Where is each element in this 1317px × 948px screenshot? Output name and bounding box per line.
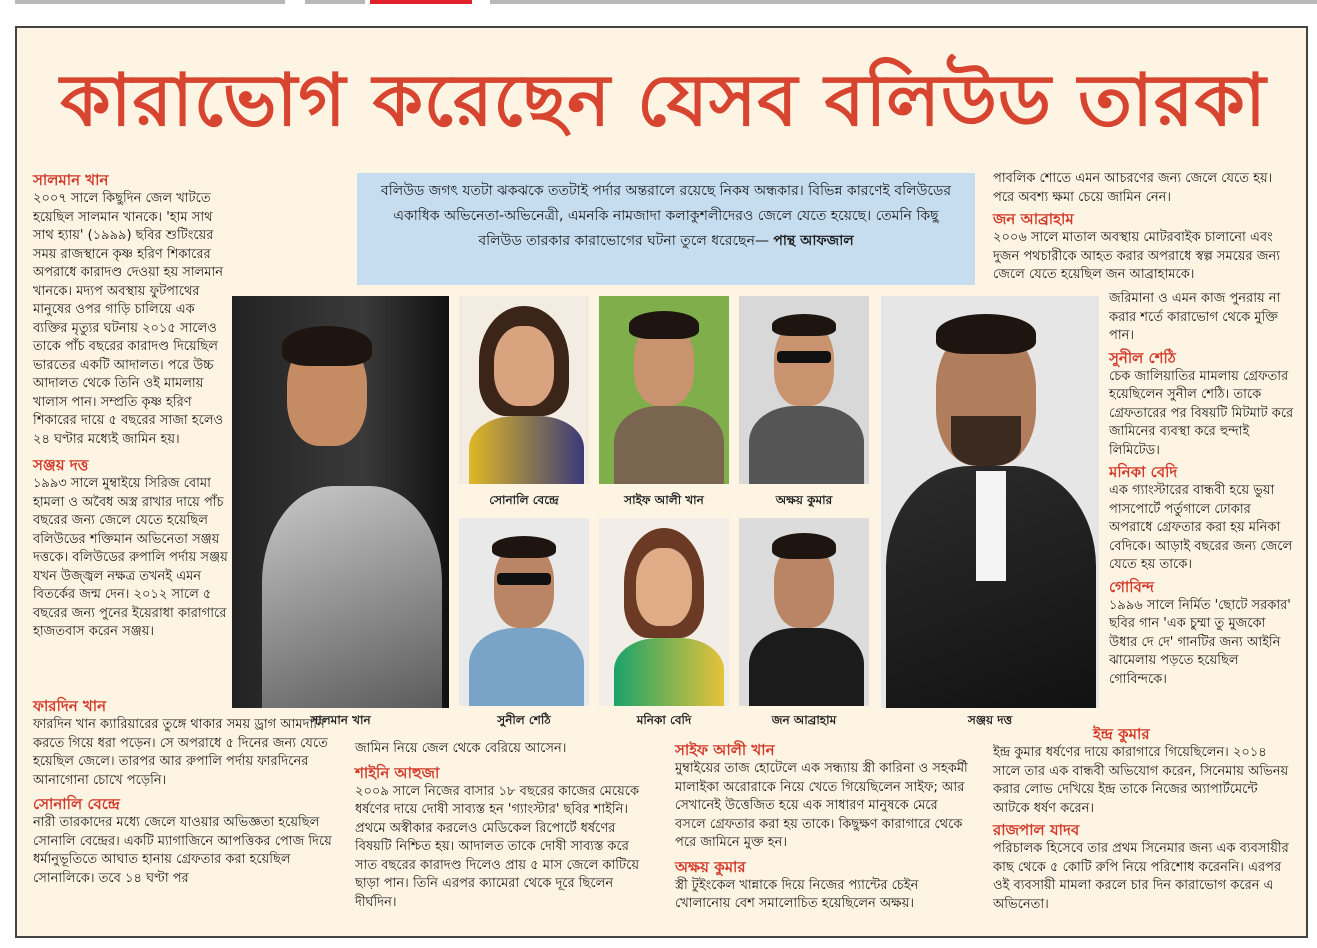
article-sonali: নারী তারকাদের মধ্যে জেলে যাওয়ার অভিজ্ঞতা হয়েছিল সোনালি বেন্দ্রের। একটি ম্যাগাজিনে আপত্তিকর পোজ দিয়ে ধর্মানুভূতিতে আঘাত হানায় গ্রেফতার করা হয়েছিল সোনালিকে। তবে ১৪ ঘণ্টা পর	[33, 815, 332, 886]
subhead-saif: সাইফ আলী খান	[675, 741, 775, 759]
photo-john	[739, 518, 869, 706]
subhead-sonali: সোনালি বেন্দ্রে	[33, 795, 120, 813]
photo-saif	[599, 296, 729, 484]
subhead-govinda: গোবিন্দ	[1109, 577, 1154, 596]
article-sonali-cont: জামিন নিয়ে জেল থেকে বেরিয়ে আসেন।	[355, 741, 567, 756]
caption-saif: সাইফ আলী খান	[624, 493, 704, 507]
headline: কারাভোগ করেছেন যেসব বলিউড তারকা	[60, 58, 1267, 142]
nav-segment-active[interactable]	[370, 0, 472, 4]
nav-segment[interactable]	[15, 0, 285, 4]
subhead-monica: মনিকা বেদি	[1109, 463, 1178, 481]
right-column-narrow	[1109, 290, 1295, 689]
intro-author: পান্থ আফজাল	[773, 233, 854, 249]
subhead-sanjay: সঞ্জয় দত্ত	[33, 456, 89, 474]
subhead-salman: সালমান খান	[33, 171, 109, 189]
photo-sonali	[459, 296, 589, 484]
nav-segment[interactable]	[490, 0, 1317, 4]
caption-salman: সালমান খান	[310, 713, 371, 727]
subhead-indra: ইন্দ্র কুমার	[1093, 725, 1150, 743]
article-shiney: ২০০৯ সালে নিজের বাসার ১৮ বছরের কাজের মেয়েকে ধর্ষণের দায়ে দোষী সাব্যস্ত হন 'গ্যাংস্টার' ছবির শাইনি। প্রথমে অস্বীকার করলেও মেডিকেল রিপোর্টে ধর্ষণের বিষয়টি নিশ্চিত হয়। আদালত তাকে দোষী সাব্যস্ত করে সাত বছরের কারাদণ্ড দিলেও প্রায় ৫ মাস জেলে কাটিয়ে ছাড়া পান। তিনি এরপর ক্যামেরা থেকে দূরে ছিলেন দীর্ঘদিন।	[355, 783, 640, 910]
subhead-shiney: শাইনি আহুজা	[355, 763, 440, 782]
article-indra: ইন্দ্র কুমার ধর্ষণের দায়ে কারাগারে গিয়েছিলেন। ২০১৪ সালে তার এক বান্ধবী অভিযোগ করেন, সিনেমায় অভিনয় করার লোভ দেখিয়ে ইন্দ্র তাকে নিজের অ্যাপার্টমেন্টে আটকে ধর্ষণ করেন।	[993, 745, 1289, 816]
caption-john: জন আব্রাহাম	[771, 713, 837, 727]
subhead-fardeen: ফারদিন খান	[33, 697, 107, 715]
article-monica: এক গ্যাংস্টারের বান্ধবী হয়ে ভুয়া পাসপোর্টে পর্তুগালে ঢোকার অপরাধে গ্রেফতার করা হয় মনিকা বেদিকে। আড়াই বছরের জন্য জেলে যেতে হয় তাকে।	[1109, 483, 1293, 572]
subhead-akshay: অক্ষয় কুমার	[675, 857, 746, 876]
subhead-rajpal: রাজপাল যাদব	[993, 821, 1080, 839]
middle-column-2	[675, 740, 971, 914]
right-column-top	[993, 170, 1293, 285]
photo-akshay	[739, 296, 869, 484]
photo-monica	[599, 518, 729, 706]
article-akshay-cont: পাবলিক শোতে এমন আচরণের জন্য জেলে যেতে হয়। পরে অবশ্য ক্ষমা চেয়ে জামিন নেন।	[993, 171, 1273, 205]
article-salman: ২০০৭ সালে কিছুদিন জেল খাটতে হয়েছিল সালমান খানকে। 'হাম সাথ সাথ হ্যায়' (১৯৯৯) ছবির শুটিংয়ের সময় রাজস্থানে কৃষ্ণ হরিণ শিকারের অপরাধে কারাদণ্ড দেওয়া হয় সালমান খানকে। মদ্যপ অবস্থায় ফুটপাথের মানুষের ওপর গাড়ি চালিয়ে এক ব্যক্তির মৃত্যুর ঘটনায় ২০১৫ সালেও তাকে পাঁচ বছরের কারাদণ্ড দিয়েছিল ভারতের একটি আদালত। পরে উচ্চ আদালত থেকে তিনি ওই মামলায় খালাস পান। সম্প্রতি কৃষ্ণ হরিণ শিকারের দায়ে ৫ বছরের সাজা হলেও ২৪ ঘণ্টার মধ্যেই জামিন হয়।	[33, 191, 224, 447]
caption-akshay: অক্ষয় কুমার	[775, 493, 833, 507]
caption-suniel: সুনীল শেঠি	[497, 713, 551, 727]
article-govinda: ১৯৯৬ সালে নির্মিত 'ছোটে সরকার' ছবির গান 'এক চুম্মা তু মুজকো উধার দে দে' গানটির জন্য আইনি ঝামেলায় পড়তে হয়েছিল গোবিন্দকে।	[1109, 597, 1291, 687]
photo-sanjay	[881, 296, 1099, 708]
photo-suniel	[459, 518, 589, 706]
caption-sanjay: সঞ্জয় দত্ত	[967, 713, 1013, 727]
subhead-john: জন আব্রাহাম	[993, 210, 1074, 228]
article-saif: মুম্বাইয়ের তাজ হোটেলে এক সন্ধ্যায় স্ত্রী কারিনা ও সহকর্মী মালাইকা অরোরাকে নিয়ে খেতে গিয়েছিলেন সাইফ; আর সেখানেই উত্তেজিত হয়ে এক সাধারণ মানুষকে মেরে বসলে গ্রেফতার করা হয় তাকে। কিছুক্ষণ কারাগারে থেকে পরে জামিনে মুক্ত হন।	[675, 761, 968, 850]
article-john-cont: জরিমানা ও এমন কাজ পুনরায় না করার শর্তে কারাভোগ থেকে মুক্তি পান।	[1109, 291, 1281, 343]
article-rajpal: পরিচালক হিসেবে তার প্রথম সিনেমার জন্য এক ব্যবসায়ীর কাছ থেকে ৫ কোটি রুপি নিয়ে পরিশোধ করেননি। এরপর ওই ব্যবসায়ী মামলা করলে চার দিন কারাভোগ করেন এ অভিনেতা।	[993, 841, 1289, 912]
article-sanjay: ১৯৯৩ সালে মুম্বাইয়ে সিরিজ বোমা হামলা ও অবৈধ অস্ত্র রাখার দায়ে পাঁচ বছরের জন্য জেলে যেতে হয়েছিল বলিউডের শক্তিমান অভিনেতা সঞ্জয় দত্তকে। বলিউডের রুপালি পর্দায় সঞ্জয় যখন উজ্জ্বল নক্ষত্র তখনই এমন বিতর্কের জন্ম দেন। ২০১২ সালে ৫ বছরের জন্য পুনের ইয়েরাধা কারাগারে হাজতবাস করেন সঞ্জয়।	[33, 476, 228, 639]
middle-column	[355, 740, 655, 912]
article-john: ২০০৬ সালে মাতাল অবস্থায় মোটরবাইক চালানো এবং দুজন পথচারীকে আহত করার অপরাধে স্বল্প সময়ের জন্য জেলে যেতে হয়েছিল জন আব্রাহামকে।	[993, 230, 1280, 282]
caption-monica: মনিকা বেদি	[636, 713, 692, 727]
caption-sonali: সোনালি বেন্দ্রে	[489, 493, 559, 507]
nav-segment[interactable]	[305, 0, 365, 4]
intro-box	[357, 173, 975, 285]
top-nav-strip	[0, 0, 1317, 6]
article-suniel: চেক জালিয়াতির মামলায় গ্রেফতার হয়েছিলেন সুনীল শেঠি। তাকে গ্রেফতারের পর বিষয়টি মিটমাট করে জামিনের ব্যবস্থা করে হুন্দাই লিমিটেড।	[1109, 368, 1294, 458]
subhead-suniel: সুনীল শেঠি	[1109, 348, 1176, 367]
right-column-bottom	[993, 724, 1293, 914]
intro-text: বলিউড জগৎ যতটা ঝকঝকে ততটাই পর্দার অন্তরালে রয়েছে নিকষ অন্ধকার। বিভিন্ন কারণেই বলিউডের একাধিক অভিনেতা-অভিনেত্রী, এমনকি নামজাদা কলাকুশলীদেরও জেলে যেতে হয়েছে। তেমনি কিছু বলিউড তারকার কারাভোগের ঘটনা তুলে ধরেছেন—	[380, 183, 952, 249]
article-fardeen: ফারদিন খান ক্যারিয়ারের তুঙ্গে থাকার সময় ড্রাগ আমদানি করতে গিয়ে ধরা পড়েন। সে অপরাধে ৫ দিনের জন্য যেতে হয়েছিল জেলে। তারপর আর রুপালি পর্দায় ফারদিনের আনাগোনা চোখে পড়েনি।	[33, 717, 328, 788]
newspaper-page	[15, 26, 1308, 938]
photo-salman	[232, 296, 449, 708]
article-akshay: স্ত্রী টুইংকেল খান্নাকে দিয়ে নিজের প্যান্টের চেইন খোলানোয় বেশ সমালোচিত হয়েছিলেন অক্ষয়।	[675, 877, 919, 911]
left-column-top	[33, 170, 229, 642]
